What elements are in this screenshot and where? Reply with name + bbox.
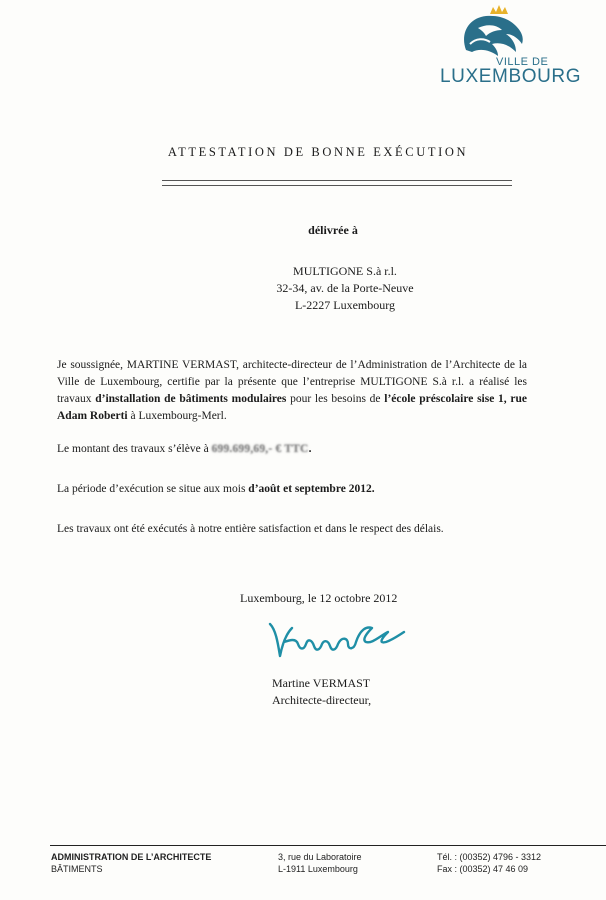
recipient-city: L-2227 Luxembourg <box>294 298 396 312</box>
p1-text-3: à Luxembourg-Merl. <box>127 410 227 422</box>
p2-text-2: . <box>308 443 312 455</box>
amount-value: 699.699,69,- € TTC <box>211 443 309 455</box>
recipient-name: MULTIGONE S.à r.l. <box>293 264 397 278</box>
signer-name: Martine VERMAST <box>272 676 371 690</box>
footer-rule <box>50 845 606 846</box>
delivered-to-label: délivrée à <box>308 223 358 237</box>
ville-de-luxembourg-logo <box>436 4 586 88</box>
title-double-rule <box>162 180 512 186</box>
p1-bold-school: l’école préscolaire sise 1, rue Adam Roberti <box>57 393 527 422</box>
place-and-date: Luxembourg, le 12 octobre 2012 <box>240 591 398 605</box>
period-value: d’août et septembre 2012 <box>248 483 372 495</box>
p1-text-1: Je soussignée, MARTINE VERMAST, architecte-directeur de l’Administration de l’Architecte de la Ville de Luxembourg, certifie par la présente que l’entreprise MULTIGONE S.à r.l. a réalisé les travaux <box>57 359 527 405</box>
signer-block <box>272 675 371 709</box>
footer-organisation <box>51 851 211 875</box>
footer-fax: Fax : (00352) 47 46 09 <box>437 864 529 874</box>
amount-paragraph <box>57 441 527 458</box>
footer-addr-line2: L-1911 Luxembourg <box>278 864 358 874</box>
recipient-address <box>250 263 440 314</box>
recipient-street: 32-34, av. de la Porte-Neuve <box>276 281 414 295</box>
lion-emblem-icon <box>446 4 556 60</box>
footer-contact <box>437 851 541 875</box>
period-paragraph <box>57 481 527 498</box>
logo-line-luxembourg: LUXEMBOURG <box>440 66 582 87</box>
p3-text-2: . <box>371 483 375 495</box>
satisfaction-paragraph: Les travaux ont été exécutés à notre entière satisfaction et dans le respect des délais. <box>57 523 444 535</box>
p1-text-2: pour les besoins de <box>286 393 385 405</box>
document-title: ATTESTATION DE BONNE EXÉCUTION <box>167 145 469 159</box>
handwritten-signature <box>262 610 412 670</box>
footer-address <box>278 851 362 875</box>
signer-role: Architecte-directeur, <box>272 693 372 707</box>
footer-addr-line1: 3, rue du Laboratoire <box>278 852 362 862</box>
p2-text-1: Le montant des travaux s’élève à <box>57 443 212 455</box>
footer-org-line2: BÂTIMENTS <box>51 864 103 874</box>
logo-line-ville-de: VILLE DE <box>496 56 549 68</box>
footer-tel: Tél. : (00352) 4796 - 3312 <box>437 852 542 862</box>
footer-org-line1: ADMINISTRATION DE L’ARCHITECTE <box>51 852 212 862</box>
certification-paragraph <box>57 357 527 425</box>
p3-text-1: La période d’exécution se situe aux mois <box>57 483 249 495</box>
p1-bold-works: d’installation de bâtiments modulaires <box>95 393 287 405</box>
